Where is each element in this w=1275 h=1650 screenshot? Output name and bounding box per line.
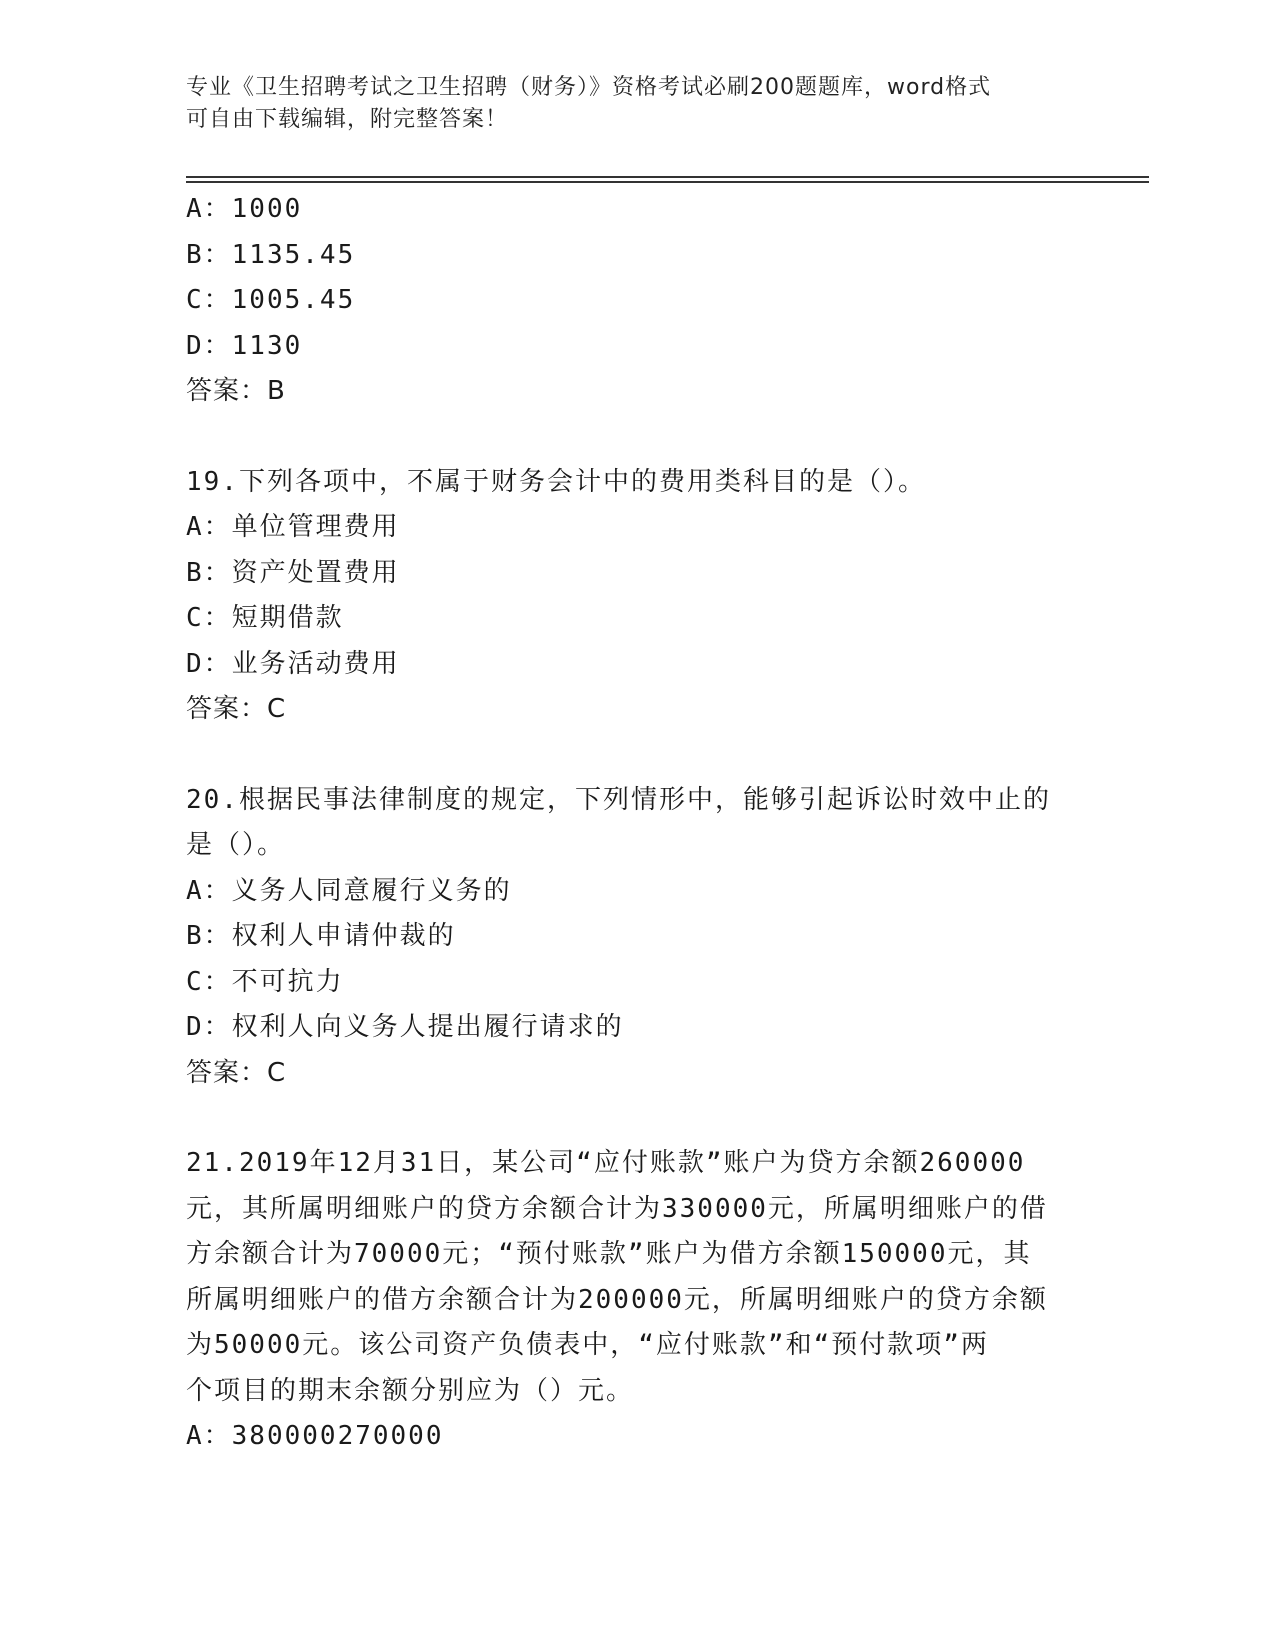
answer-text: 答案：C bbox=[186, 1057, 287, 1088]
option-a: A：380000270000 bbox=[186, 1421, 444, 1451]
header-divider-bottom bbox=[186, 181, 1149, 183]
option-c: C：短期借款 bbox=[186, 603, 344, 633]
question-stem-line: 个项目的期末余额分别应为（）元。 bbox=[186, 1375, 635, 1406]
option-b: B：1135.45 bbox=[186, 239, 356, 270]
option-b: B：权利人申请仲裁的 bbox=[186, 921, 456, 951]
option-b: B：资产处置费用 bbox=[186, 557, 400, 588]
option-a: A：义务人同意履行义务的 bbox=[186, 875, 512, 906]
option-a: A：1000 bbox=[186, 194, 303, 224]
option-c: C：1005.45 bbox=[186, 285, 356, 315]
header-title-line-1: 专业《卫生招聘考试之卫生招聘（财务）》资格考试必刷200题题库，word格式 bbox=[186, 75, 992, 100]
option-d: D：业务活动费用 bbox=[186, 648, 400, 679]
question-content bbox=[186, 187, 1086, 1460]
question-20-block bbox=[186, 778, 1086, 1097]
question-stem-line: 元，其所属明细账户的贷方余额合计为330000元，所属明细账户的借 bbox=[186, 1193, 1048, 1224]
option-c: C：不可抗力 bbox=[186, 966, 344, 997]
question-stem: 19.下列各项中，不属于财务会计中的费用类科目的是（）。 bbox=[186, 466, 926, 497]
answer-text: 答案：B bbox=[186, 376, 286, 406]
option-d: D：权利人向义务人提出履行请求的 bbox=[186, 1012, 624, 1042]
question-18-block bbox=[186, 187, 1086, 415]
question-21-block bbox=[186, 1141, 1086, 1460]
question-stem-line: 21.2019年12月31日，某公司“应付账款”账户为贷方余额260000 bbox=[186, 1148, 1026, 1178]
spacer bbox=[186, 1096, 1086, 1141]
question-stem-line: 是（）。 bbox=[186, 830, 286, 860]
option-d: D：1130 bbox=[186, 330, 303, 361]
question-stem-line: 20.根据民事法律制度的规定，下列情形中，能够引起诉讼时效中止的 bbox=[186, 784, 1051, 815]
question-stem-line: 方余额合计为70000元；“预付账款”账户为借方余额150000元，其 bbox=[186, 1239, 1032, 1269]
header-title-line-2: 可自由下载编辑，附完整答案！ bbox=[186, 107, 509, 132]
option-a: A：单位管理费用 bbox=[186, 512, 400, 542]
document-header bbox=[186, 72, 1066, 136]
question-stem-line: 所属明细账户的借方余额合计为200000元，所属明细账户的贷方余额 bbox=[186, 1284, 1048, 1315]
answer-text: 答案：C bbox=[186, 694, 287, 724]
spacer bbox=[186, 415, 1086, 460]
header-divider-top bbox=[186, 176, 1149, 178]
spacer bbox=[186, 733, 1086, 778]
question-19-block bbox=[186, 460, 1086, 733]
question-stem-line: 为50000元。该公司资产负债表中，“应付账款”和“预付款项”两 bbox=[186, 1330, 989, 1360]
